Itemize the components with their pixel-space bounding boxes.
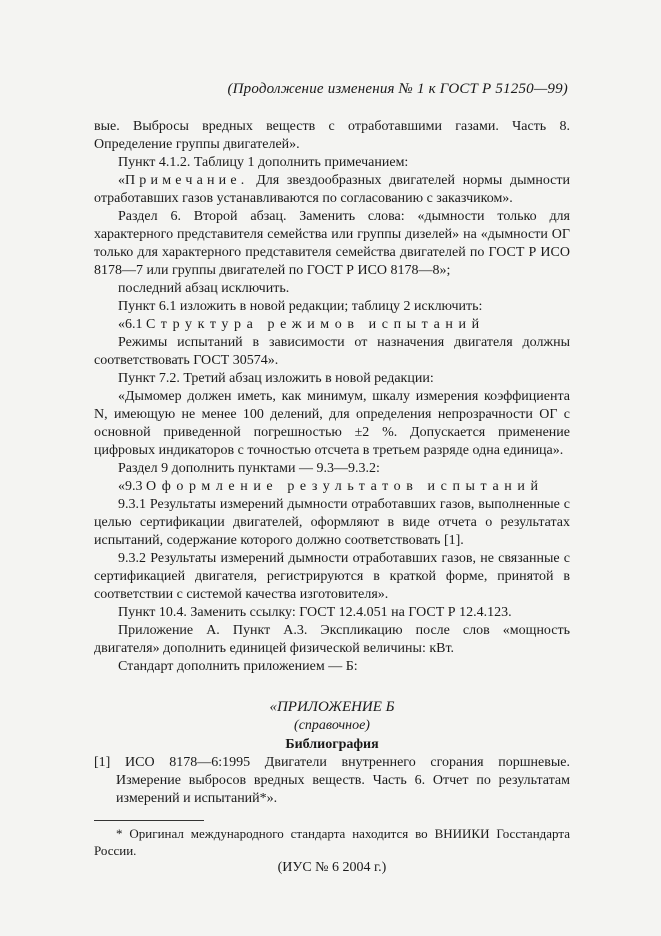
paragraph: Приложение А. Пункт А.3. Экспликацию после слов «мощность двигателя» дополнить единицей физической величины: кВт. [94,623,570,656]
appendix-subtitle: (справочное) [294,718,370,733]
section-number: «9.3 [118,479,146,494]
paragraph: Пункт 7.2. Третий абзац изложить в новой редакции: [118,371,434,386]
note-prefix: « [118,173,125,188]
document-body [94,118,570,877]
paragraph: Режимы испытаний в зависимости от назначения двигателя должны соответствовать ГОСТ 30574». [94,335,570,368]
section-heading-6-1 [94,316,570,334]
section-heading-9-3 [94,478,570,496]
paragraph: Пункт 10.4. Заменить ссылку: ГОСТ 12.4.051 на ГОСТ Р 12.4.123. [118,605,512,620]
bibliography-item: [1] ИСО 8178—6:1995 Двигатели внутреннего сгорания поршневые. Измерение выбросов вредных веществ. Часть 6. Отчет по результатам измерений и испытаний*». [94,755,570,806]
footnote-divider [94,820,204,821]
paragraph: Пункт 4.1.2. Таблицу 1 дополнить примечанием: [118,155,409,170]
note-paragraph [94,172,570,208]
paragraph: Стандарт дополнить приложением — Б: [118,659,358,674]
paragraph: 9.3.2 Результаты измерений дымности отработавших газов, не связанные с сертификацией двигателя, регистрируются в краткой форме, принятой в соответствии с системой качества изготовителя». [94,551,570,602]
paragraph: Раздел 9 дополнить пунктами — 9.3—9.3.2: [118,461,380,476]
section-number: «6.1 [118,317,146,332]
paragraph: «Дымомер должен иметь, как минимум, шкалу измерения коэффициента N, имеющую не менее 100 делений, для определения непрозрачности ОГ с основной приведенной погрешностью ±2 %. Допускается применение цифровых индикаторов с точностью отсчета в третьем разряде одна единица». [94,389,570,458]
page-header: (Продолжение изменения № 1 к ГОСТ Р 51250—99) [227,81,568,97]
section-title: Структура режимов испытаний [146,317,485,332]
paragraph: вые. Выбросы вредных веществ с отработавшими газами. Часть 8. Определение группы двигателей». [94,119,570,152]
section-title: Оформление результатов испытаний [146,479,544,494]
publication-reference: (ИУС № 6 2004 г.) [277,860,387,875]
paragraph: Пункт 6.1 изложить в новой редакции; таблицу 2 исключить: [118,299,483,314]
note-text: Для звездообразных двигателей нормы дымности отработавших газов устанавливаются по согласованию с заказчиком». [94,173,571,206]
appendix-title: «ПРИЛОЖЕНИЕ Б [269,699,395,715]
footnote: * Оригинал международного стандарта находится во ВНИИКИ Госстандарта России. [94,826,570,858]
appendix-heading [94,698,570,754]
note-word: Примечание. [125,173,249,188]
paragraph: последний абзац исключить. [118,281,290,296]
paragraph: Раздел 6. Второй абзац. Заменить слова: «дымности только для характерного представителя семейства или группы дизелей» на «дымности ОГ только для характерного представителя семейства двигателей по ГОСТ Р ИСО 8178—7 или группы двигателей по ГОСТ Р ИСО 8178—8»; [94,209,570,278]
paragraph: 9.3.1 Результаты измерений дымности отработавших газов, выполненные с целью сертификации двигателей, оформляют в виде отчета о результатах испытаний, содержание которого должно соответствовать [1]. [94,497,570,548]
bibliography-heading: Библиография [285,737,379,752]
